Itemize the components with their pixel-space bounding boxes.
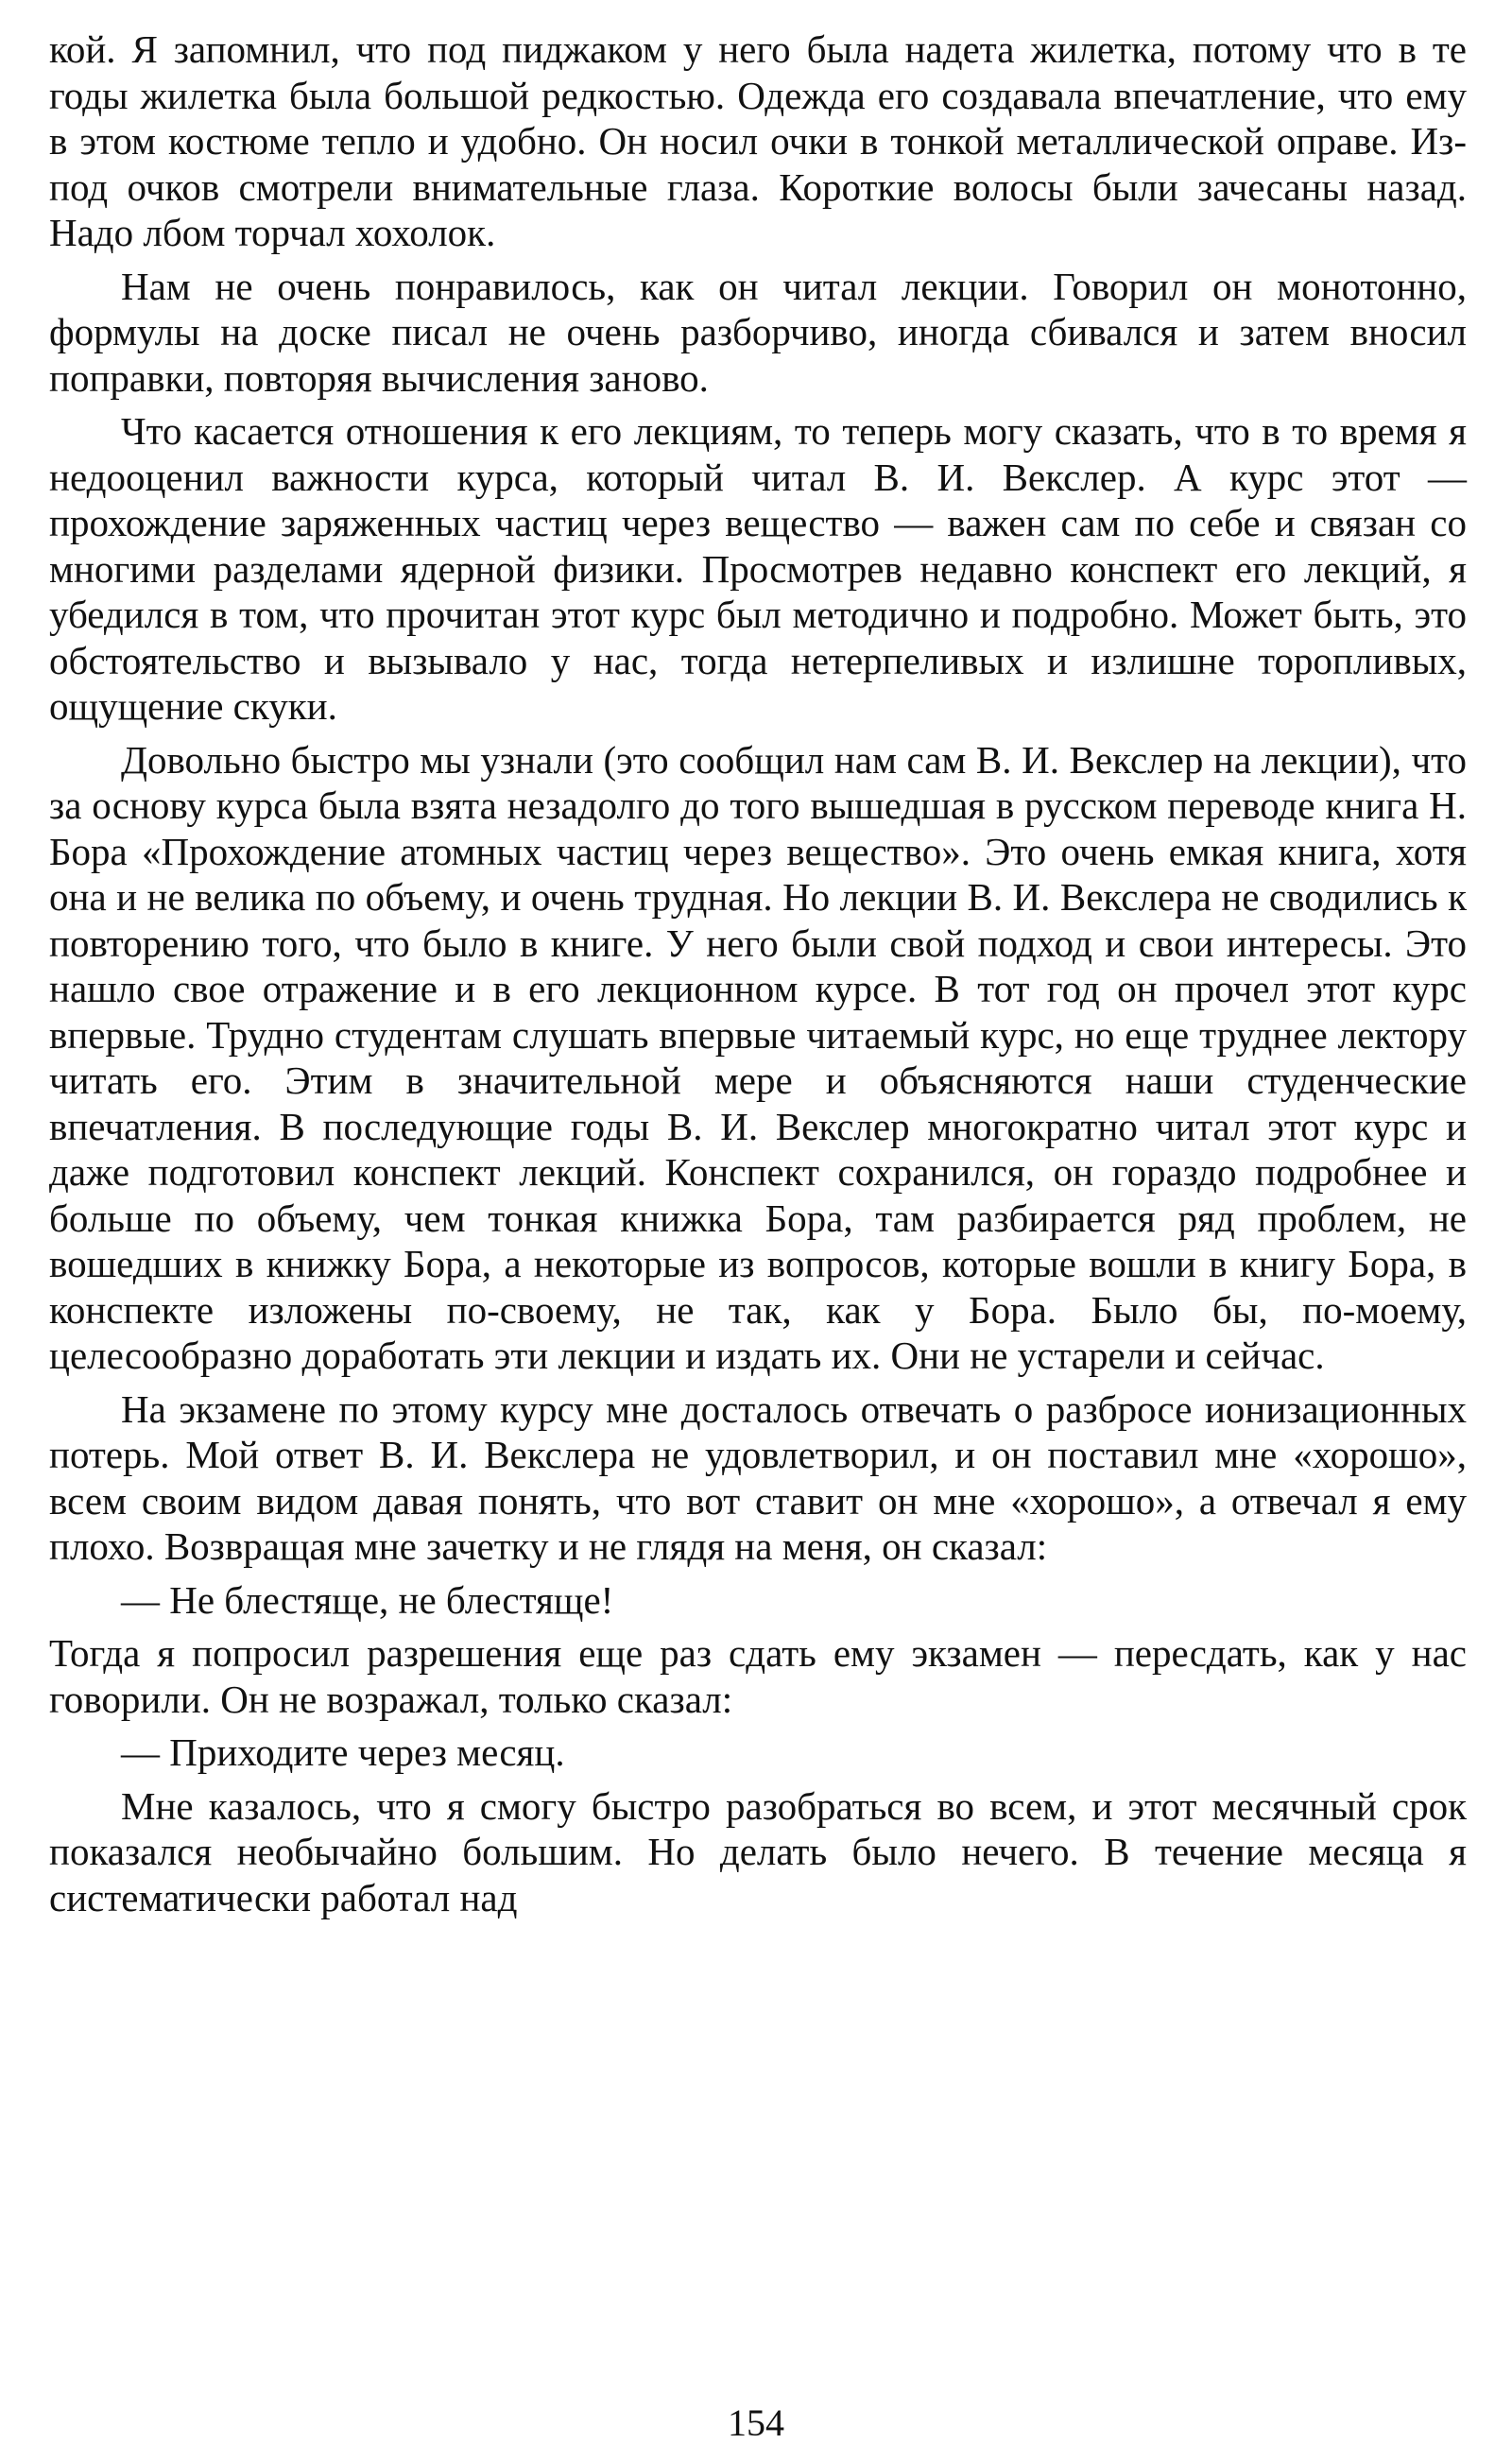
page-number: 154: [728, 2401, 784, 2444]
paragraph-1: кой. Я запомнил, что под пиджаком у него была надета жилетка, потому что в те годы жилетка была большой редкостью. Одежда его создавала впечатление, что ему в этом костюме тепло и удобно. Он носил очки в тонкой металлической оправе. Из-под очков смотрели внимательные глаза. Короткие волосы были зачесаны назад. Надо лбом торчал хохолок.: [49, 27, 1467, 254]
paragraph-2: Нам не очень понравилось, как он читал лекции. Говорил он монотонно, формулы на доске писал не очень разборчиво, иногда сбивался и затем вносил поправки, повторяя вычисления заново.: [49, 264, 1467, 400]
page-body: [49, 26, 1467, 1920]
dialogue-line-2: — Приходите через месяц.: [121, 1730, 565, 1774]
paragraph-5: На экзамене по этому курсу мне досталось отвечать о разбросе ионизационных потерь. Мой ответ В. И. Векслера не удовлетворил, и он поставил мне «хорошо», всем своим видом давая понять, что вот ставит он мне «хорошо», а отвечал я ему плохо. Возвращая мне зачетку и не глядя на меня, он сказал:: [49, 1386, 1467, 1568]
paragraph-7: Мне казалось, что я смогу быстро разобраться во всем, и этот месячный срок показался необычайно большим. Но делать было нечего. В течение месяца я систематически работал над: [49, 1783, 1467, 1919]
paragraph-3: Что касается отношения к его лекциям, то теперь могу сказать, что в то время я недооценил важности курса, который читал В. И. Векслер. А курс этот — прохождение заряженных частиц через вещество — важен сам по себе и связан со многими разделами ядерной физики. Просмотрев недавно конспект его лекций, я убедился в том, что прочитан этот курс был методично и подробно. Может быть, это обстоятельство и вызывало у нас, тогда нетерпеливых и излишне торопливых, ощущение скуки.: [49, 409, 1467, 728]
paragraph-4: Довольно быстро мы узнали (это сообщил нам сам В. И. Векслер на лекции), что за основу курса была взята незадолго до того вышедшая в русском переводе книга Н. Бора «Прохождение атомных частиц через вещество». Это очень емкая книга, хотя она и не велика по объему, и очень трудная. Но лекции В. И. Векслера не сводились к повторению того, что было в книге. У него были свой подход и свои интересы. Это нашло свое отражение и в его лекционном курсе. В тот год он прочел этот курс впервые. Трудно студентам слушать впервые читаемый курс, но еще труднее лектору читать его. Этим в значительной мере и объясняются наши студенческие впечатления. В последующие годы В. И. Векслер многократно читал этот курс и даже подготовил конспект лекций. Конспект сохранился, он гораздо подробнее и больше по объему, чем тонкая книжка Бора, там разбирается ряд проблем, не вошедших в книжку Бора, а некоторые из вопросов, которые вошли в книгу Бора, в конспекте изложены по-своему, не так, как у Бора. Было бы, по-моему, целесообразно доработать эти лекции и издать их. Они не устарели и сейчас.: [49, 737, 1467, 1377]
dialogue-line-1: — Не блестяще, не блестяще!: [121, 1577, 614, 1622]
paragraph-6: Тогда я попросил разрешения еще раз сдать ему экзамен — пересдать, как у нас говорили. Он не возражал, только сказал:: [49, 1631, 1467, 1721]
